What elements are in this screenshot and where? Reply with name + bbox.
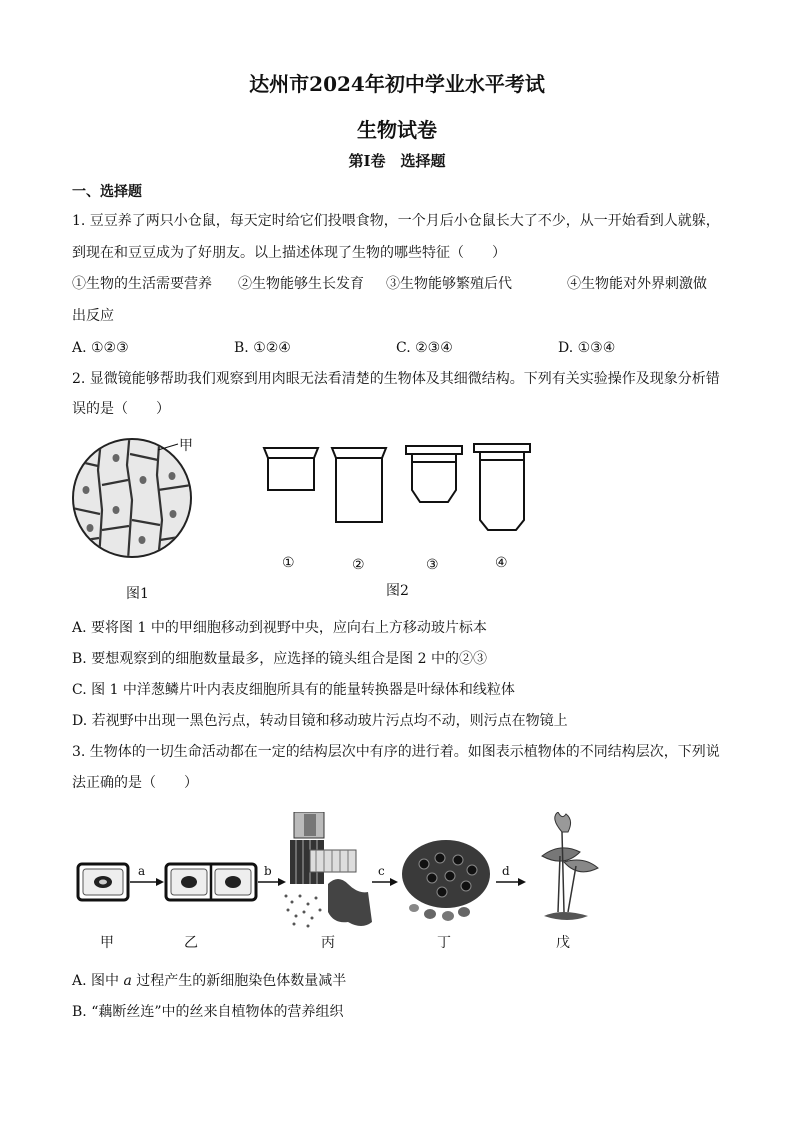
q1-option-b: B. ①②④ [234, 340, 291, 356]
objective-long [474, 444, 530, 530]
q2-option-c: C. 图 1 中洋葱鳞片叶内表皮细胞所具有的能量转换器是叶绿体和线粒体 [72, 682, 515, 698]
q2-option-d: D. 若视野中出现一黑色污点，转动目镜和移动玻片污点均不动，则污点在物镜上 [72, 713, 568, 729]
objective-short [406, 446, 462, 502]
q1-statement-4-cont: 出反应 [72, 308, 114, 324]
plant-tissues [285, 812, 373, 928]
arrow-c [372, 864, 398, 886]
q1-statement-3: ③生物能够繁殖后代 [386, 276, 512, 292]
q1-stem-line1: 1. 豆豆养了两只小仓鼠，每天定时给它们投喂食物，一个月后小仓鼠长大了不少，从一开始看到人就躲， [72, 213, 720, 229]
label-jia: 甲 [100, 935, 114, 951]
q1-option-a: A. ①②③ [72, 340, 129, 356]
figure-2-lenses [250, 436, 560, 602]
label-bing: 丙 [321, 935, 335, 951]
q1-statement-4: ④生物能对外界刺激做 [567, 276, 707, 292]
q1-option-c: C. ②③④ [396, 340, 453, 356]
label-ding: 丁 [437, 935, 451, 951]
label-wu: 戊 [556, 935, 570, 951]
single-cell [78, 864, 128, 900]
q2-option-a: A. 要将图 1 中的甲细胞移动到视野中央，应向右上方移动玻片标本 [72, 620, 487, 636]
arrow-b-label: b [264, 864, 272, 878]
arrow-d [496, 864, 526, 886]
lotus-seed-pod [402, 840, 490, 921]
section-heading: 一、选择题 [72, 184, 142, 200]
q2-stem-line1: 2. 显微镜能够帮助我们观察到用肉眼无法看清楚的生物体及其细微结构。下列有关实验操作及现象分析错 [72, 371, 720, 387]
figure-1-caption: 图1 [126, 586, 149, 602]
eyepiece-long [332, 448, 386, 522]
q1-stem-line2: 到现在和豆豆成为了好朋友。以上描述体现了生物的哪些特征（ ） [72, 245, 506, 261]
q3-stem-line1: 3. 生物体的一切生命活动都在一定的结构层次中有序的进行着。如图表示植物体的不同结构层次，下列说 [72, 744, 720, 760]
figure-plant-structure-levels [72, 812, 612, 957]
arrow-d-label: d [502, 864, 510, 878]
two-cells [166, 864, 256, 900]
q1-option-d: D. ①③④ [558, 340, 616, 356]
q3-option-b: B. “藕断丝连”中的丝来自植物体的营养组织 [72, 1004, 344, 1020]
q3-option-a-variable: a [123, 973, 132, 989]
part-heading: 第Ⅰ卷 选择题 [348, 152, 446, 170]
q1-statement-2: ②生物能够生长发育 [238, 276, 364, 292]
q3-stem-line2: 法正确的是（ ） [72, 775, 198, 791]
q1-statement-1: ①生物的生活需要营养 [72, 276, 212, 292]
lotus-plant [542, 812, 598, 920]
figure-1-microscope-view [72, 430, 212, 610]
page-subtitle: 生物试卷 [357, 118, 437, 142]
arrow-a-label: a [138, 864, 146, 878]
q3-option-a [72, 971, 346, 991]
arrow-a [130, 864, 164, 886]
lens-label-4: ④ [495, 555, 508, 571]
figure-1-mark: 甲 [179, 438, 193, 454]
lens-label-2: ② [352, 557, 365, 573]
lens-label-3: ③ [426, 557, 439, 573]
q3-option-a-suffix: 过程产生的新细胞染色体数量减半 [131, 973, 347, 989]
arrow-c-label: c [378, 864, 385, 878]
q2-option-b: B. 要想观察到的细胞数量最多，应选择的镜头组合是图 2 中的②③ [72, 651, 487, 667]
eyepiece-short [264, 448, 318, 490]
q3-option-a-prefix: A. 图中 [72, 973, 124, 989]
page-title: 达州市2024年初中学业水平考试 [249, 72, 545, 96]
arrow-b [258, 864, 286, 886]
figure-2-caption: 图2 [386, 583, 409, 599]
lens-label-1: ① [282, 555, 295, 571]
q2-stem-line2: 误的是（ ） [72, 401, 170, 417]
label-yi: 乙 [184, 935, 198, 951]
